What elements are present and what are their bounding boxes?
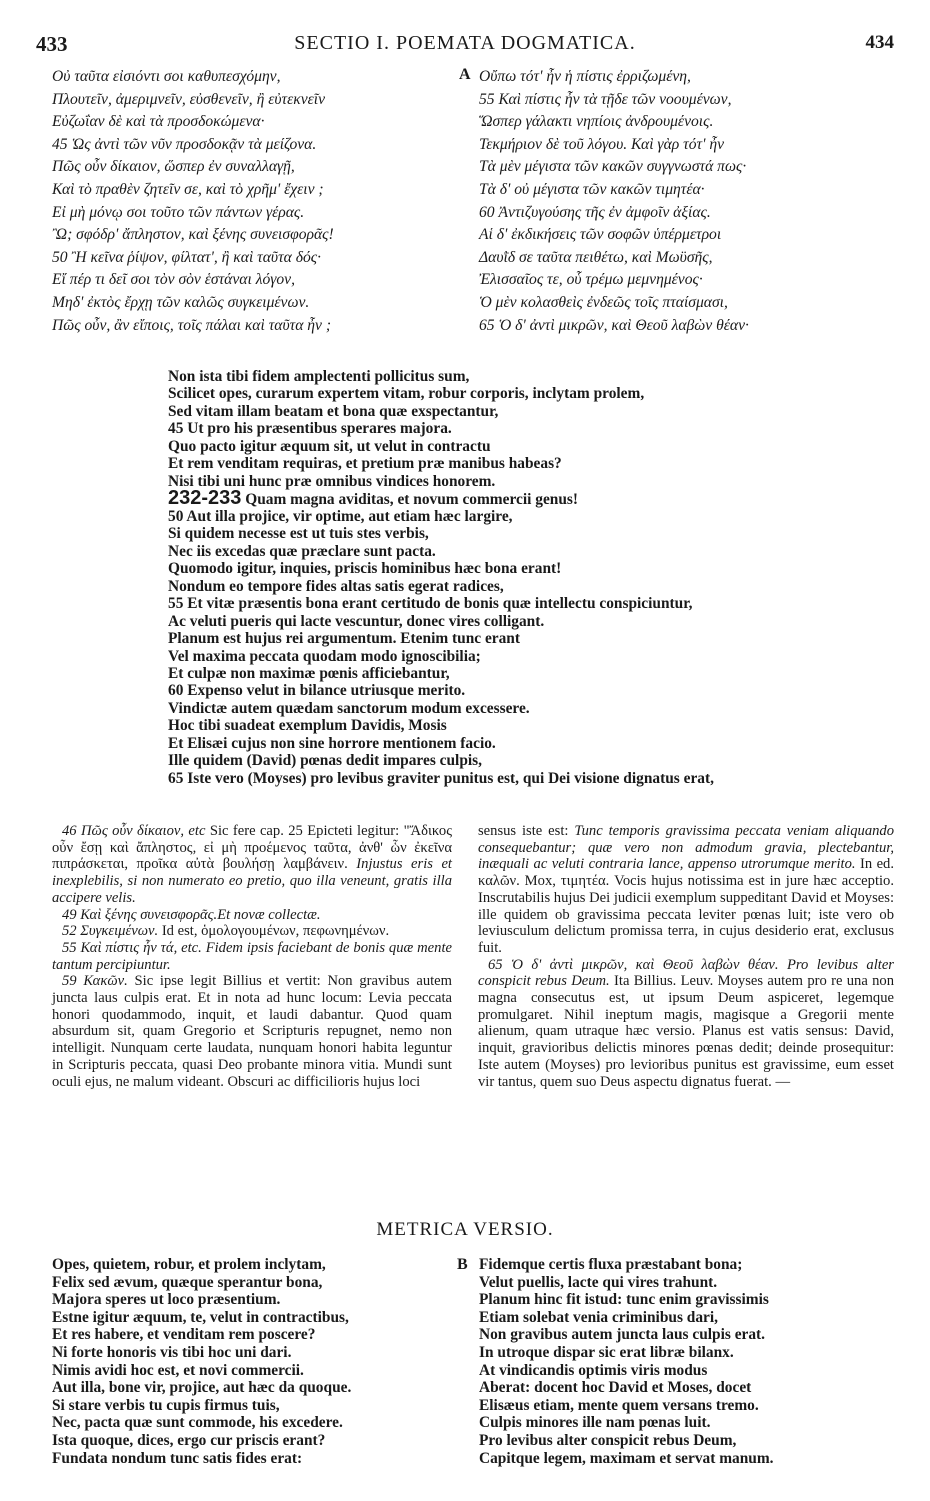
verse-line: Μηδ' ἐκτὸς ἔρχῃ τῶν καλῶς συγκειμένων. <box>52 293 310 311</box>
greek-verse-left-column <box>52 66 457 337</box>
verse-line: Πῶς οὖν δίκαιον, ὥσπερ ἐν συναλλαγῇ, <box>52 158 295 176</box>
verse-line: 45 Ὡς ἀντὶ τῶν νῦν προσδοκᾷν τὰ μείζονα. <box>52 135 317 153</box>
verse-line: Fundata nondum tunc satis fides erat: <box>52 1449 303 1467</box>
verse-line: Πῶς οὖν, ἂν εἴποις, τοῖς πάλαι καὶ ταῦτα ἦν ; <box>52 316 332 334</box>
verse-line: Non gravibus autem juncta laus culpis erat. <box>479 1326 766 1344</box>
translation-text: Quam magna aviditas, et novum commercii genus! <box>245 491 579 509</box>
translation-line: Non ista tibi fidem amplectenti pollicitus sum, <box>168 368 470 385</box>
translation-line: Et Elisæi cujus non sine horrore mentionem facio. <box>168 734 496 752</box>
verse-line: Αἱ δ' ἐκδικήσεις τῶν σοφῶν ὑπέρμετροι <box>479 226 722 244</box>
verse-line: Planum hinc fit istud: tunc enim gravissimis <box>479 1291 769 1309</box>
running-header <box>36 32 894 58</box>
verse-line: Εἴ πέρ τι δεῖ σοι τὸν σὸν ἑστάναι λόγον, <box>52 271 296 289</box>
verse-line: Opes, quietem, robur, et prolem inclytam, <box>52 1256 326 1273</box>
translation-line: Si quidem necesse est ut tuis stes verbis, <box>168 525 429 543</box>
footnote-text: sensus iste est: <box>478 823 575 839</box>
footnote <box>478 957 894 1091</box>
footnote-lemma: 59 Κακῶν. <box>62 973 128 990</box>
translation-line: Et rem venditam requiras, et pretium præ manibus habeas? <box>168 455 562 473</box>
verse-line: Capitque legem, maximam et servat manum. <box>479 1449 774 1467</box>
footnote-lemma: 65 Ὁ δ' ἀντὶ μικρῶν, καὶ Θεοῦ λαβὼν θέαν. <box>488 956 779 973</box>
verse-line: Πλουτεῖν, ἀμεριμνεῖν, εὐσθενεῖν, ἢ εὐτεκνεῖν <box>52 90 326 108</box>
translation-line <box>168 487 868 510</box>
footnote-lemma: 49 Καὶ ξένης συνεισφορᾶς. <box>62 906 218 923</box>
metrical-version-left-column <box>52 1256 452 1467</box>
verse-line: Nimis avidi hoc est, et novi commercii. <box>52 1361 304 1379</box>
verse-line: Δαυῒδ σε ταῦτα πειθέτω, καὶ Μωϋσῆς, <box>479 248 713 266</box>
verse-line: Aberat: docent hoc David et Moses, docet <box>479 1379 752 1397</box>
translation-line: Nisi tibi uni hunc præ omnibus vindices honorem. <box>168 472 496 490</box>
translation-line: Vindictæ autem quædam sanctorum modum excessere. <box>168 699 530 717</box>
footnote <box>478 823 894 957</box>
translation-line: 60 Expenso velut in bilance utriusque merito. <box>168 682 466 700</box>
footnotes-right-column <box>478 823 894 1090</box>
verse-line: Culpis minores ille nam pœnas luit. <box>479 1414 711 1432</box>
translation-line: Ille quidem (David) pœnas dedit impares culpis, <box>168 752 482 770</box>
footnote <box>52 940 452 973</box>
verse-line: Elisæus etiam, mente quem versans tremo. <box>479 1396 759 1414</box>
verse-line: 60 Ἀντιζυγούσης τῆς ἐν ἀμφοῖν ἀξίας. <box>479 203 711 221</box>
verse-line: Nec, pacta quæ sunt commode, his excedere. <box>52 1414 343 1432</box>
verse-line: Ὥσπερ γάλακτι νηπίοις ἀνδρουμένοις. <box>479 113 714 131</box>
footnote-text <box>779 957 787 973</box>
translation-line: Ac veluti pueris qui lacte vescuntur, donec vires colligant. <box>168 612 545 630</box>
column-letter-marker: B <box>457 1256 468 1273</box>
verse-line: Etiam solebat venia criminibus dari, <box>479 1308 718 1326</box>
footnote-italic-tail: Fidem ipsis faciebant de bonis quæ mente tantum percipiuntur. <box>52 939 452 973</box>
translation-line: 55 Et vitæ præsentis bona erant certitudo de bonis quæ intellectu conspiciuntur, <box>168 595 693 613</box>
footnote <box>52 823 452 907</box>
footnote-italic-tail: Et novæ collectæ. <box>217 906 321 923</box>
footnote-italic-tail: Injustus eris et inexplebilis, si non numerato eo pretio, quo illa veneunt, gratis illa accipere velis. <box>52 856 452 906</box>
translation-line: 45 Ut pro his præsentibus sperares majora. <box>168 420 452 438</box>
footnote-italic-tail: Pro levibus alter conspicit rebus Deum. <box>478 956 894 990</box>
verse-line: Estne igitur æquum, te, velut in contractibus, <box>52 1308 349 1326</box>
translation-line: Vel maxima peccata quodam modo ignoscibilia; <box>168 647 481 665</box>
verse-line: Felix sed ævum, quæque sperantur bona, <box>52 1273 323 1291</box>
column-reference-marker: 232-233 <box>168 487 242 510</box>
verse-line: Ἐλισσαῖος τε, οὗ τρέμω μεμνημένος· <box>479 271 703 289</box>
translation-line: Hoc tibi suadeat exemplum Davidis, Mosis <box>168 717 447 735</box>
footnote-lemma: 52 Συγκειμένων. <box>62 923 159 940</box>
footnote-after: In ed. καλῶν. Mox, τιμητέα. Vocis hujus notissima est in jure hæc acceptio. Inscrutabilis hujus Dei judicii exemplum suppeditant David et Moyses: ille quidem ob gravissima peccata leviter pœnas luit; iste vero ob leviusculum delictum promissa terra, in cujus desiderio erat, exclusus fuit. <box>478 856 894 956</box>
translation-line: Quomodo igitur, inquies, priscis hominibus hæc bona erant! <box>168 560 562 578</box>
footnote-lemma: 55 Καὶ πίστις ἦν τά, etc. <box>62 939 202 956</box>
page-number-left: 433 <box>36 32 68 56</box>
verse-line: Velut puellis, lacte qui vires trahunt. <box>479 1273 718 1291</box>
footnotes-left-column <box>52 823 452 1090</box>
verse-line: Καὶ τὸ πραθὲν ζητεῖν σε, καὶ τὸ χρῆμ' ἔχειν ; <box>52 180 324 198</box>
verse-line: Οὔπω τότ' ἦν ἡ πίστις ἐρριζωμένη, <box>479 68 691 85</box>
verse-line: Τεκμήριον δὲ τοῦ λόγου. Καὶ γὰρ τότ' ἦν <box>479 135 724 153</box>
column-letter-marker: A <box>459 66 471 83</box>
translation-line: Sed vitam illam beatam et bona quæ exspectantur, <box>168 402 499 420</box>
verse-line: Τὰ δ' οὐ μέγιστα τῶν κακῶν τιμητέα· <box>479 180 705 198</box>
verse-line: 55 Καὶ πίστις ἦν τὰ τῇδε τῶν νοουμένων, <box>479 90 732 108</box>
latin-translation <box>168 368 868 787</box>
section-heading: METRICA VERSIO. <box>376 1219 554 1240</box>
verse-line: Εὐζωΐαν δὲ καὶ τὰ προσδοκώμενα· <box>52 113 265 131</box>
footnote-text: Sic ipse legit Billius et vertit: Non gravibus autem juncta laus culpis erat. Et in nota ad hunc locum: Levia peccata honori quodammodo, inquit, et laudi dabantur. Quod quam absurdum sit, quam Gregorio et Scripturis repugnet, nemo non intelligit. Nunquam certe laudata, nunquam honori habita leguntur in Scripturis peccata, quasi Deo probante minora vitia. Mundi sunt oculi ejus, ne malum videant. Obscuri ac difficilioris hujus loci <box>52 973 453 1090</box>
footnote-text: Sic fere cap. 25 Epicteti legitur: "Ἄδικος οὖν ἔσῃ καὶ ἄπληστος, εἰ μὴ προέμενος ταῦτα, ἀνθ' ὧν ἐκεῖνα πιπράσκεται, προῖκα αὐτὰ βουλήσῃ λαμβάνειν. <box>52 823 452 873</box>
footnote-italic-tail: Tunc temporis gravissima peccata veniam aliquando consequebantur; quæ vero non admodum gravia, plectebantur, inæquali ac veluti contraria lance, appenso utrorumque merito. <box>478 823 895 873</box>
footnote-lemma: 46 Πῶς οὖν δίκαιον, etc <box>62 823 206 839</box>
footnote <box>52 973 452 1090</box>
translation-line: Nec iis excedas quæ præclare sunt pacta. <box>168 542 436 560</box>
footnote-after: Ita Billius. Leuv. Moyses autem pro re una non magna consecutus est, ut ipsum Deum aspiceret, legemque promulgaret. Nihil ineptum magis, magisque a Gregorii mente alienum, quam utraque hæc versio. Planus est vatis sensus: David, inquit, gravioribus delictis minores pœnas dedit; deinde prosequitur: Iste autem (Moyses) pro levioribus punitus est gravissime, eum esset vir tantus, quem suo Deus aspectu dignatus fuerat. — <box>478 973 895 1090</box>
verse-line: Ὢ; σφόδρ' ἄπληστον, καὶ ξένης συνεισφορᾶς! <box>52 226 334 244</box>
verse-line: Εἰ μὴ μόνῳ σοι τοῦτο τῶν πάντων γέρας. <box>52 203 305 221</box>
verse-line: Si stare verbis tu cupis firmus tuis, <box>52 1396 280 1414</box>
footnote <box>52 907 452 924</box>
verse-line: Aut illa, bone vir, projice, aut hæc da quoque. <box>52 1379 352 1397</box>
translation-line: 50 Aut illa projice, vir optime, aut etiam hæc largire, <box>168 507 513 525</box>
verse-line: 65 Ὁ δ' ἀντὶ μικρῶν, καὶ Θεοῦ λαβὼν θέαν· <box>479 316 749 334</box>
translation-line: Planum est hujus rei argumentum. Etenim tunc erant <box>168 630 520 648</box>
verse-line: Ὁ μὲν κολασθεὶς ἐνδεῶς τοῖς πταίσμασι, <box>479 293 728 311</box>
metrical-version-right-column <box>459 1256 899 1467</box>
page-number-right: 434 <box>865 32 894 53</box>
translation-line: Nondum eo tempore fides altas satis egerat radices, <box>168 577 504 595</box>
verse-line: Majora speres ut loco præsentium. <box>52 1291 281 1309</box>
verse-line: 50 Ἢ κεῖνα ῥίψον, φίλτατ', ἢ καὶ ταῦτα δός· <box>52 248 322 266</box>
verse-line: Τὰ μὲν μέγιστα τῶν κακῶν συγγνωστά πως· <box>479 158 747 176</box>
footnote <box>52 923 452 940</box>
translation-line: Et culpæ non maximæ pœnis afficiebantur, <box>168 664 450 682</box>
footnote-text: Id est, ὁμολογουμένων, πεφωνημένων. <box>158 923 390 940</box>
verse-line: Et res habere, et venditam rem poscere? <box>52 1326 316 1344</box>
translation-line: Quo pacto igitur æquum sit, ut velut in contractu <box>168 437 491 455</box>
verse-line: Οὐ ταῦτα εἰσιόντι σοι καθυπεσχόμην, <box>52 68 281 85</box>
verse-line: Pro levibus alter conspicit rebus Deum, <box>479 1431 737 1449</box>
verse-line: Fidemque certis fluxa præstabant bona; <box>479 1256 743 1273</box>
verse-line: Ista quoque, dices, ergo cur priscis erant? <box>52 1431 326 1449</box>
translation-line: Scilicet opes, curarum expertem vitam, robur corporis, inclytam prolem, <box>168 385 645 403</box>
running-title: SECTIO I. POEMATA DOGMATICA. <box>294 32 636 54</box>
greek-verse-right-column <box>461 66 891 337</box>
verse-line: Ni forte honoris vis tibi hoc uni dari. <box>52 1343 292 1361</box>
translation-line: 65 Iste vero (Moyses) pro levibus graviter punitus est, qui Dei visione dignatus erat, <box>168 769 714 787</box>
verse-line: In utroque dispar sic erat libræ bilanx. <box>479 1343 734 1361</box>
verse-line: At vindicandis optimis viris modus <box>479 1361 708 1379</box>
